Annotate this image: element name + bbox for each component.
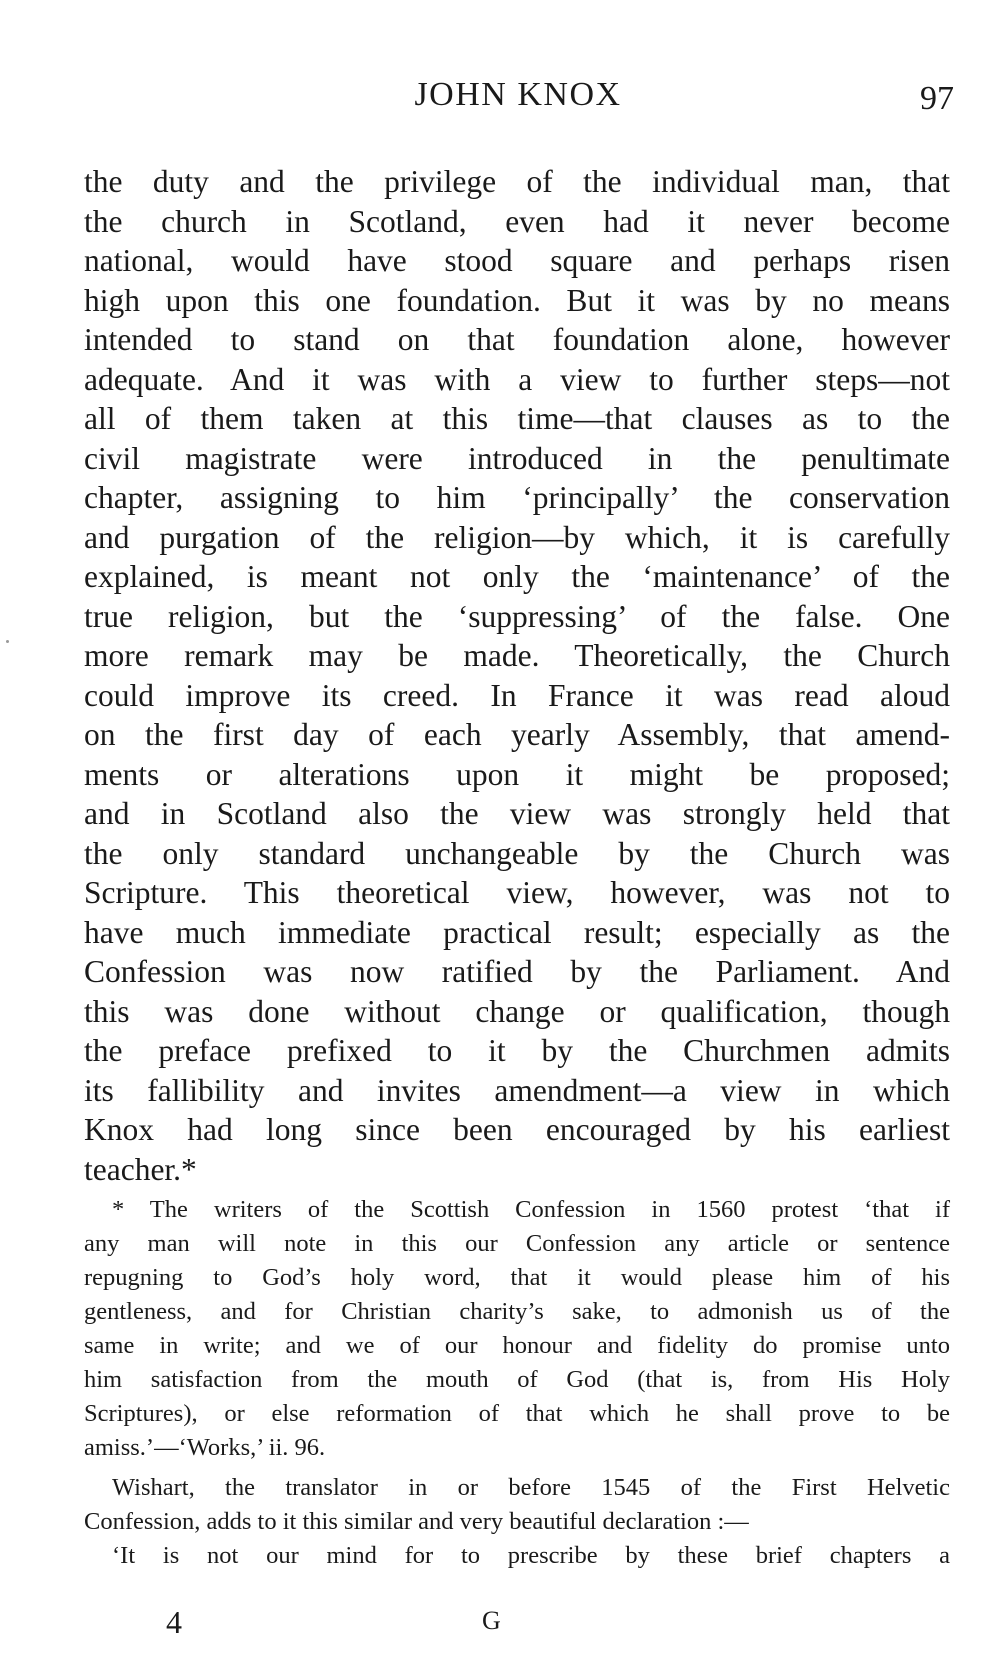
- signature-letter: G: [482, 1606, 501, 1635]
- scan-speck: [6, 640, 9, 643]
- footnote-line: same in write; and we of our honour and fidelity do promise unto: [84, 1332, 950, 1359]
- footnote-line: Wishart, the translator in or before 1545 of the First Helvetic: [112, 1474, 950, 1501]
- text-line: civil magistrate were introduced in the penultimate: [84, 440, 950, 476]
- text-line-with-footnote-marker: teacher.*: [84, 1151, 197, 1187]
- text-line: the duty and the privilege of the individual man, that: [84, 164, 950, 199]
- footnote-line: Scriptures), or else reformation of that which he shall prove to be: [84, 1400, 950, 1427]
- printer-signature-mark: [166, 1604, 866, 1648]
- text-line: Confession was now ratified by the Parliament. And: [84, 954, 950, 989]
- main-text: [84, 162, 950, 1189]
- text-line: all of them taken at this time—that clauses as to the: [84, 401, 950, 436]
- text-line: the church in Scotland, even had it never become: [84, 203, 950, 239]
- footnote-line: Confession, adds to it this similar and very beautiful declaration :—: [84, 1508, 749, 1535]
- text-line: Knox had long since been encouraged by his earliest: [84, 1112, 950, 1147]
- footnote-line: gentleness, and for Christian charity’s sake, to admonish us of the: [84, 1298, 950, 1325]
- text-line: the preface prefixed to it by the Churchmen admits: [84, 1033, 950, 1068]
- text-line: could improve its creed. In France it was read aloud: [84, 677, 950, 713]
- text-line: national, would have stood square and perhaps risen: [84, 243, 950, 278]
- text-line: and in Scotland also the view was strongly held that: [84, 796, 950, 831]
- signature-number: 4: [166, 1604, 182, 1640]
- text-line: high upon this one foundation. But it was by no means: [84, 282, 950, 318]
- text-line: chapter, assigning to him ‘principally’ the conservation: [84, 480, 950, 515]
- footnote-quotation: [84, 1539, 950, 1573]
- text-line: the only standard unchangeable by the Church was: [84, 835, 950, 871]
- text-line: on the first day of each yearly Assembly, that amend-: [84, 717, 950, 752]
- text-line: explained, is meant not only the ‘maintenance’ of the: [84, 559, 950, 594]
- footnote-line: him satisfaction from the mouth of God (that is, from His Holy: [84, 1366, 950, 1393]
- text-line: intended to stand on that foundation alone, however: [84, 322, 950, 357]
- text-line: adequate. And it was with a view to further steps—not: [84, 361, 950, 397]
- footnote-line: * The writers of the Scottish Confession in 1560 protest ‘that if: [112, 1196, 950, 1223]
- footnote-confession: [84, 1193, 950, 1465]
- text-line: more remark may be made. Theoretically, the Church: [84, 638, 950, 673]
- page-number: 97: [920, 80, 954, 117]
- footnote-wishart: [84, 1471, 950, 1539]
- text-line: this was done without change or qualification, though: [84, 993, 950, 1029]
- page-header: [82, 76, 954, 126]
- footnote-line: repugning to God’s holy word, that it would please him of his: [84, 1264, 950, 1291]
- footnote-line: ‘It is not our mind for to prescribe by these brief chapters a: [112, 1542, 950, 1569]
- text-line: ments or alterations upon it might be proposed;: [84, 756, 950, 792]
- text-line: its fallibility and invites amendment—a view in which: [84, 1072, 950, 1108]
- text-line: Scripture. This theoretical view, however, was not to: [84, 875, 950, 910]
- text-line: and purgation of the religion—by which, it is carefully: [84, 519, 950, 555]
- footnote-line: amiss.’—‘Works,’ ii. 96.: [84, 1434, 326, 1461]
- text-line: true religion, but the ‘suppressing’ of the false. One: [84, 598, 950, 634]
- text-line: have much immediate practical result; especially as the: [84, 914, 950, 950]
- footnotes: [84, 1193, 950, 1573]
- footnote-line: any man will note in this our Confession any article or sentence: [84, 1230, 950, 1257]
- running-title: JOHN KNOX: [414, 76, 622, 113]
